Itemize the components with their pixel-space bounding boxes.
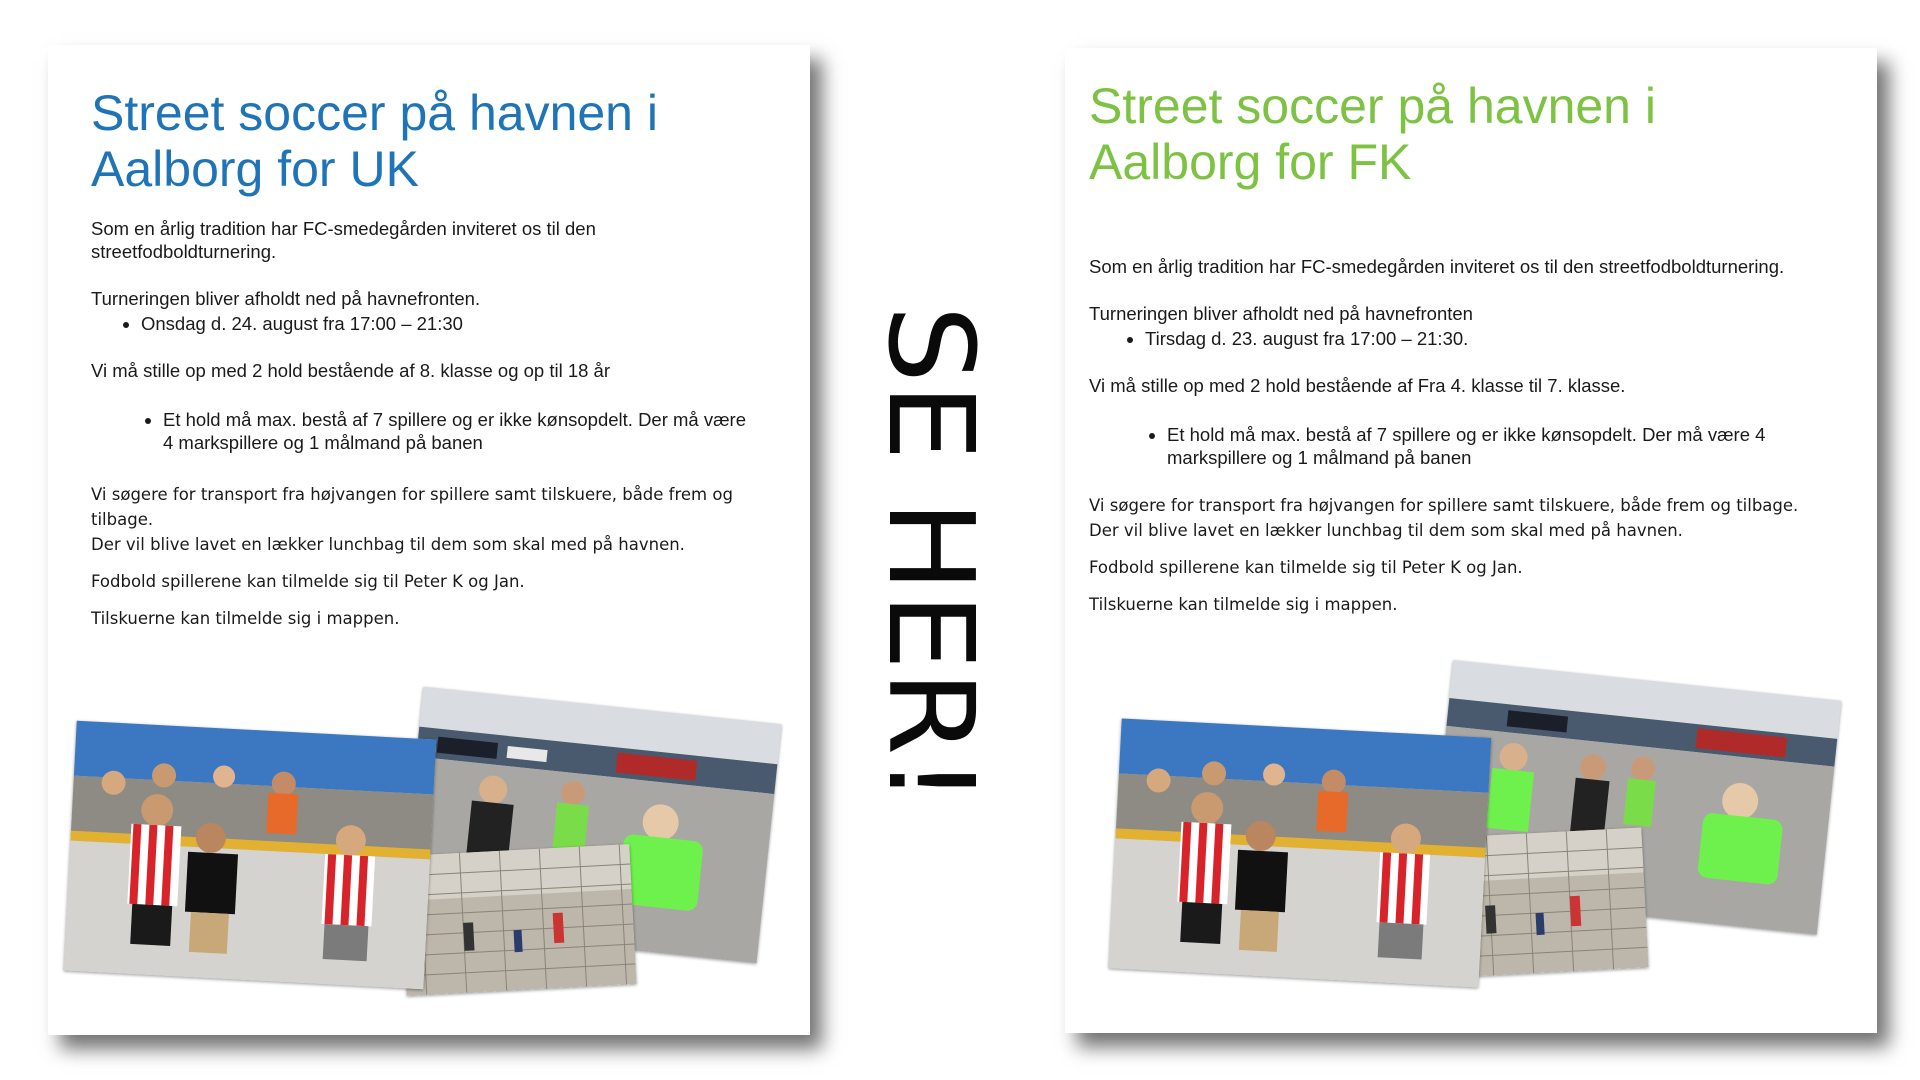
teams-text: Vi må stille op med 2 hold bestående af Fra 4. klasse til 7. klasse.	[1089, 375, 1626, 396]
lunch-text: Der vil blive lavet en lækker lunchbag til dem som skal med på havnen.	[91, 535, 685, 554]
flyer-fk	[1065, 48, 1877, 1033]
intro-text: Som en årlig tradition har FC-smedegården inviteret os til den streetfodboldturnering.	[1089, 256, 1785, 277]
date-list	[1089, 327, 1829, 350]
signup-spectators-text: Tilskuerne kan tilmelde sig i mappen.	[91, 609, 400, 628]
date-item: • Onsdag d. 24. august fra 17:00 – 21:30	[141, 312, 751, 335]
photo-collage	[1065, 618, 1877, 1033]
lunch-text: Der vil blive lavet en lækker lunchbag til dem som skal med på havnen.	[1089, 521, 1683, 540]
flyer-title: Street soccer på havnen i Aalborg for UK	[91, 85, 658, 197]
flyer-body	[1089, 255, 1829, 617]
rules-list	[91, 408, 751, 454]
flyer-uk	[48, 45, 810, 1035]
photo-players	[1109, 718, 1492, 987]
signup-players-text: Fodbold spillerene kan tilmelde sig til Peter K og Jan.	[91, 572, 525, 591]
venue-text: Turneringen bliver afholdt ned på havnefronten	[1089, 303, 1473, 324]
se-her-banner	[862, 305, 1000, 825]
photo-players	[64, 721, 437, 989]
flyer-title: Street soccer på havnen i Aalborg for FK	[1089, 78, 1656, 190]
flyer-body	[91, 217, 751, 631]
photo-collage	[48, 645, 810, 1035]
se-her-text: SE HER!	[862, 305, 1000, 785]
intro-text: Som en årlig tradition har FC-smedegården inviteret os til den streetfodboldturnering.	[91, 218, 596, 262]
rules-item: • Et hold må max. bestå af 7 spillere og er ikke kønsopdelt. Der må være 4 markspillere og 1 målmand på banen	[1167, 423, 1829, 469]
photo-court	[399, 844, 636, 996]
date-item: • Tirsdag d. 23. august fra 17:00 – 21:30.	[1145, 327, 1829, 350]
rules-list	[1089, 423, 1829, 469]
venue-text: Turneringen bliver afholdt ned på havnefronten.	[91, 288, 481, 309]
date-list	[91, 312, 751, 335]
transport-text: Vi søgere for transport fra højvangen for spillere samt tilskuere, både frem og tilbage.	[91, 485, 733, 529]
signup-players-text: Fodbold spillerene kan tilmelde sig til Peter K og Jan.	[1089, 558, 1523, 577]
teams-text: Vi må stille op med 2 hold bestående af 8. klasse og op til 18 år	[91, 360, 611, 381]
rules-item: • Et hold må max. bestå af 7 spillere og er ikke kønsopdelt. Der må være 4 markspillere og 1 målmand på banen	[163, 408, 751, 454]
transport-text: Vi søgere for transport fra højvangen for spillere samt tilskuere, både frem og tilbage.	[1089, 496, 1799, 515]
signup-spectators-text: Tilskuerne kan tilmelde sig i mappen.	[1089, 595, 1398, 614]
